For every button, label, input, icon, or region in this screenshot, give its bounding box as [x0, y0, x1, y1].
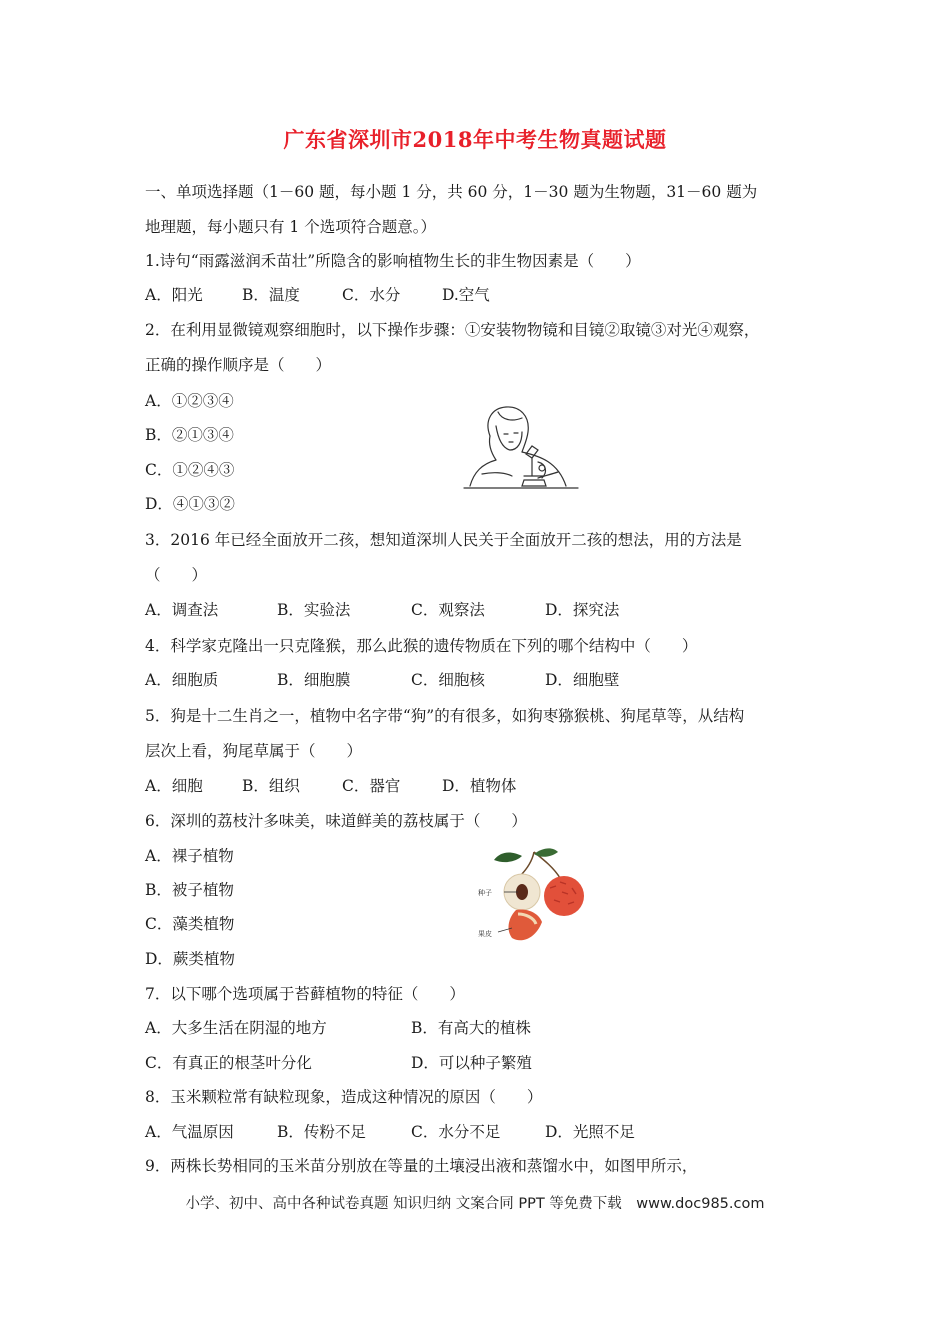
- option: A．调查法: [145, 601, 219, 619]
- option: C．水分: [342, 286, 401, 304]
- microscope-student-figure: [462, 402, 580, 494]
- question-2-option-b: B．②①③④: [145, 426, 234, 444]
- option: A．阳光: [145, 286, 203, 304]
- question-6-option-c: C．藻类植物: [145, 915, 235, 933]
- option: B．实验法: [277, 601, 351, 619]
- page-footer: 小学、初中、高中各种试卷真题 知识归纳 文案合同 PPT 等免费下载 www.doc985.com: [185, 1196, 765, 1212]
- option: C．有真正的根茎叶分化: [145, 1054, 312, 1072]
- question-4-stem: 4．科学家克隆出一只克隆猴，那么此猴的遗传物质在下列的哪个结构中（ ）: [145, 637, 698, 655]
- option: B．温度: [242, 286, 300, 304]
- question-2-stem-line-1: 2．在利用显微镜观察细胞时，以下操作步骤：①安装物物镜和目镜②取镜③对光④观察，: [145, 321, 760, 339]
- option: B．传粉不足: [277, 1123, 366, 1141]
- option: B．细胞膜: [277, 671, 351, 689]
- option: A．细胞: [145, 777, 203, 795]
- option: B．组织: [242, 777, 300, 795]
- question-5-stem-line-1: 5．狗是十二生肖之一，植物中名字带“狗”的有很多，如狗枣猕猴桃、狗尾草等，从结构: [145, 707, 745, 725]
- option: D.空气: [442, 286, 490, 304]
- question-6-option-d: D．蕨类植物: [145, 950, 235, 968]
- question-5-stem-line-2: 层次上看，狗尾草属于（ ）: [145, 742, 363, 760]
- question-1-stem: 1.诗句“雨露滋润禾苗壮”所隐含的影响植物生长的非生物因素是（ ）: [145, 252, 641, 270]
- question-2-option-d: D．④①③②: [145, 495, 235, 513]
- page-title: 广东省深圳市2018年中考生物真题试题: [283, 127, 667, 152]
- question-3-stem-line-1: 3．2016 年已经全面放开二孩，想知道深圳人民关于全面放开二孩的想法，用的方法是: [145, 531, 742, 549]
- question-2-option-c: C．①②④③: [145, 461, 235, 479]
- question-8-stem: 8．玉米颗粒常有缺粒现象，造成这种情况的原因（ ）: [145, 1088, 543, 1106]
- question-2-option-a: A．①②③④: [145, 392, 234, 410]
- option: B．有高大的植株: [411, 1019, 531, 1037]
- section-instructions-line-2: 地理题，每小题只有 1 个选项符合题意。）: [145, 218, 436, 236]
- option: D．可以种子繁殖: [411, 1054, 532, 1072]
- option: C．水分不足: [411, 1123, 501, 1141]
- option: A．细胞质: [145, 671, 219, 689]
- option: C．细胞核: [411, 671, 485, 689]
- option: C．观察法: [411, 601, 485, 619]
- option: A．大多生活在阴湿的地方: [145, 1019, 327, 1037]
- option: D．探究法: [545, 601, 620, 619]
- option: D．光照不足: [545, 1123, 635, 1141]
- section-instructions-line-1: 一、单项选择题（1－60 题，每小题 1 分，共 60 分，1－30 题为生物题，31－60 题为: [145, 183, 758, 201]
- lychee-figure: [476, 848, 594, 948]
- peel-label: 果皮: [478, 930, 492, 938]
- question-7-stem: 7．以下哪个选项属于苔藓植物的特征（ ）: [145, 985, 465, 1003]
- option: A．气温原因: [145, 1123, 234, 1141]
- option: D．植物体: [442, 777, 517, 795]
- question-6-option-b: B．被子植物: [145, 881, 234, 899]
- option: D．细胞壁: [545, 671, 620, 689]
- option: C．器官: [342, 777, 401, 795]
- seed-label: 种子: [478, 889, 492, 897]
- question-3-stem-line-2: （ ）: [145, 566, 208, 584]
- question-6-stem: 6．深圳的荔枝汁多味美，味道鲜美的荔枝属于（ ）: [145, 812, 527, 830]
- question-9-stem: 9．两株长势相同的玉米苗分别放在等量的土壤浸出液和蒸馏水中，如图甲所示，: [145, 1157, 698, 1175]
- question-2-stem-line-2: 正确的操作顺序是（ ）: [145, 356, 332, 374]
- question-6-option-a: A．裸子植物: [145, 847, 234, 865]
